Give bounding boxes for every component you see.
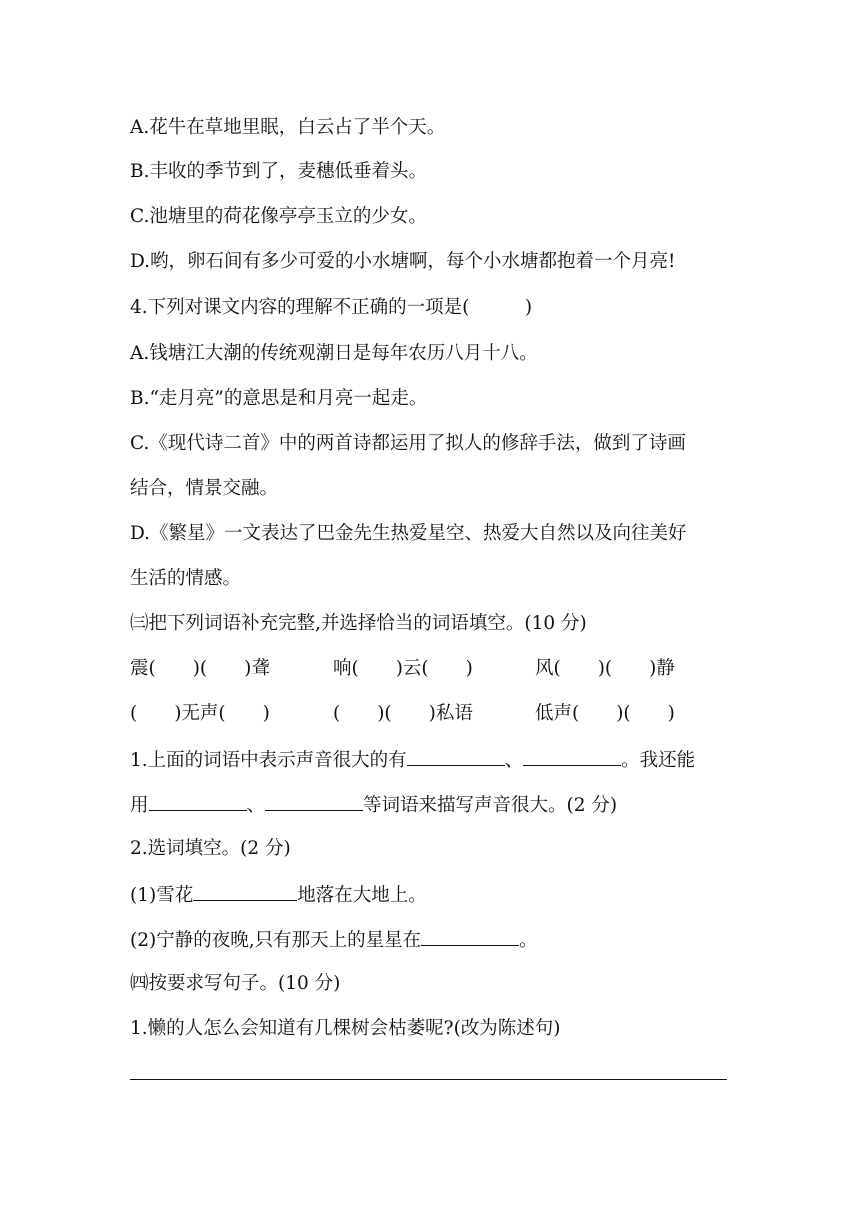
section-3-q1-line1 — [130, 747, 695, 773]
answer-blank[interactable] — [407, 747, 505, 766]
q1-line2-end: 等词语来描写声音很大。(2 分) — [363, 795, 618, 816]
q2-1-end: 地落在大地上。 — [297, 885, 427, 906]
section-4-q1: 1.懒的人怎么会知道有几棵树会枯萎呢?(改为陈述句) — [130, 1018, 561, 1039]
section-3-q2-1 — [130, 882, 427, 908]
answer-blank[interactable] — [265, 792, 363, 811]
answer-line[interactable] — [130, 1079, 727, 1080]
option-c: C.池塘里的荷花像亭亭玉立的少女。 — [130, 206, 427, 227]
option-b: B.丰收的季节到了，麦穗低垂着头。 — [130, 161, 427, 182]
answer-blank[interactable] — [421, 927, 519, 946]
answer-blank[interactable] — [149, 792, 247, 811]
question-4-stem: 4.下列对课文内容的理解不正确的一项是( ) — [130, 297, 533, 318]
q1-text-end: 。我还能 — [621, 750, 696, 771]
q2-2-start: (2)宁静的夜晚,只有那天上的星星在 — [130, 930, 422, 951]
section-3-q2-2 — [130, 927, 538, 953]
word-blank-3: 风( )( )静 — [535, 658, 675, 679]
section-4-heading: ㈣按要求写句子。(10 分) — [130, 973, 341, 994]
q4-option-d-line1: D.《繁星》一文表达了巴金先生热爱星空、热爱大自然以及向往美好 — [130, 523, 687, 544]
q4-option-b: B.“走月亮”的意思是和月亮一起走。 — [130, 388, 428, 409]
section-3-q2-heading: 2.选词填空。(2 分) — [130, 838, 291, 859]
q4-option-c-line2: 结合，情景交融。 — [130, 478, 279, 499]
section-3-q1-line2 — [130, 792, 617, 818]
q2-1-start: (1)雪花 — [130, 885, 194, 906]
section-3-heading: ㈢把下列词语补充完整,并选择恰当的词语填空。(10 分) — [130, 613, 587, 634]
q2-2-end: 。 — [519, 930, 538, 951]
answer-blank[interactable] — [193, 882, 297, 901]
q1-separator: 、 — [504, 750, 524, 771]
q4-option-a: A.钱塘江大潮的传统观潮日是每年农历八月十八。 — [130, 343, 538, 364]
word-blank-6: 低声( )( ) — [535, 703, 675, 724]
q4-option-d-line2: 生活的情感。 — [130, 568, 242, 589]
q1-text-start: 1.上面的词语中表示声音很大的有 — [130, 750, 407, 771]
q4-option-c-line1: C.《现代诗二首》中的两首诗都运用了拟人的修辞手法，做到了诗画 — [130, 433, 686, 454]
option-a: A.花牛在草地里眠，白云占了半个天。 — [130, 117, 446, 138]
answer-blank[interactable] — [523, 747, 621, 766]
q1-separator: 、 — [246, 795, 266, 816]
q1-line2-start: 用 — [130, 795, 149, 816]
word-blank-4: ( )无声( ) — [130, 703, 270, 724]
option-d: D.哟，卵石间有多少可爱的小水塘啊，每个小水塘都抱着一个月亮! — [130, 251, 676, 272]
word-blank-5: ( )( )私语 — [333, 703, 473, 724]
word-blank-2: 响( )云( ) — [333, 658, 473, 679]
word-blank-1: 震( )( )聋 — [130, 658, 270, 679]
